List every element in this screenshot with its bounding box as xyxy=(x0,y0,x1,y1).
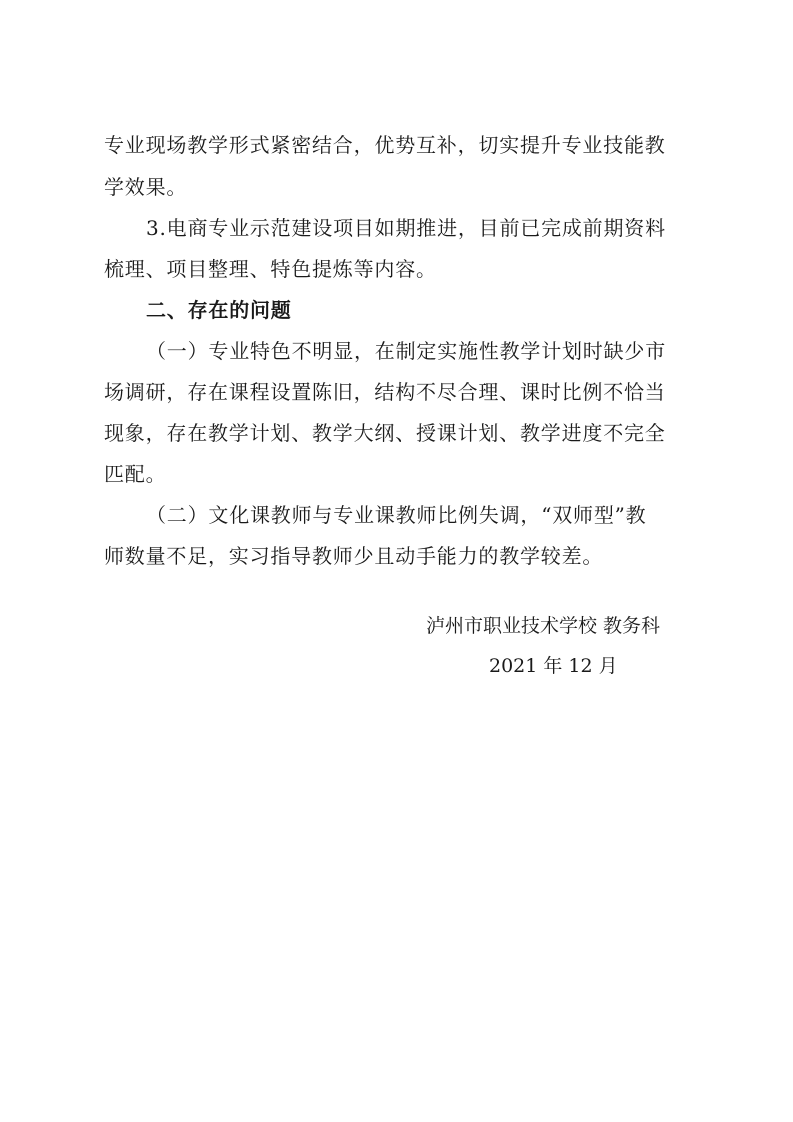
paragraph-line: 现象，存在教学计划、教学大纲、授课计划、教学进度不完全 xyxy=(104,421,666,445)
signature-organization: 泸州市职业技术学校 教务科 xyxy=(426,615,661,637)
paragraph-line: 专业现场教学形式紧密结合，优势互补，切实提升专业技能教 xyxy=(104,133,666,157)
section-heading: 二、存在的问题 xyxy=(146,298,292,322)
paragraph-line: （二）文化课教师与专业课教师比例失调，“双师型”教 xyxy=(146,503,647,527)
paragraph-line: 3.电商专业示范建设项目如期推进，目前已完成前期资料 xyxy=(146,216,666,240)
paragraph-line: 师数量不足，实习指导教师少且动手能力的教学较差。 xyxy=(104,544,604,568)
paragraph-line: 梳理、项目整理、特色提炼等内容。 xyxy=(104,257,437,281)
paragraph-line: 场调研，存在课程设置陈旧，结构不尽合理、课时比例不恰当 xyxy=(104,380,666,404)
paragraph-line: 学效果。 xyxy=(104,175,188,199)
paragraph-line: 匹配。 xyxy=(104,462,167,486)
signature-date: 2021 年 12 月 xyxy=(489,655,618,677)
paragraph-line: （一）专业特色不明显，在制定实施性教学计划时缺少市 xyxy=(146,339,666,363)
